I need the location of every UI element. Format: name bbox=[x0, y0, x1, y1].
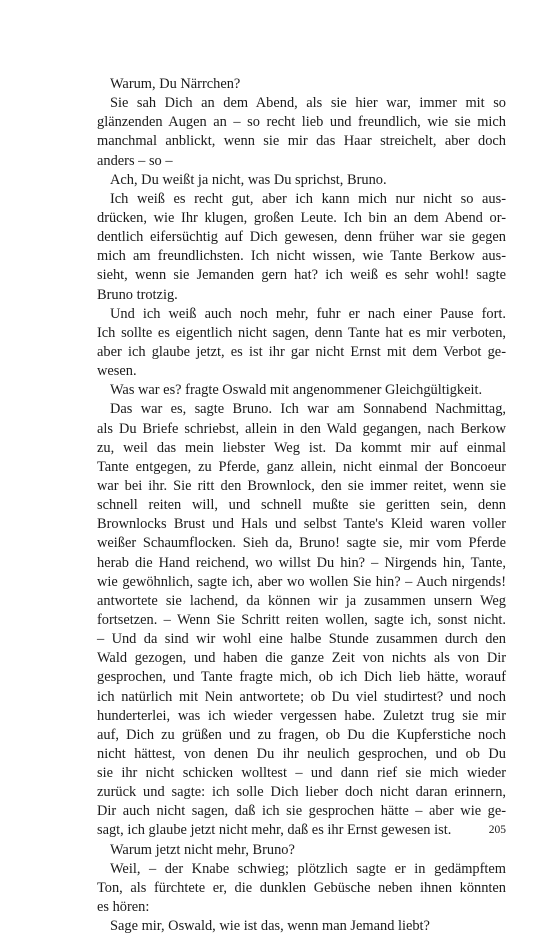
text-line: Ach, Du weißt ja nicht, was Du sprichst, Bruno. bbox=[110, 171, 387, 188]
text-line: Bruno trotzig. bbox=[97, 286, 178, 303]
text-line: dentlich eifersüchtig auf Dich gewesen, denn früher war sie gegen bbox=[97, 229, 506, 246]
text-line: schnell reiten will, und schnell mußte sie geritten sein, denn bbox=[97, 497, 506, 514]
text-line: sagt, ich glaube jetzt nicht mehr, daß es ihr Ernst gewesen ist. bbox=[97, 822, 452, 839]
text-line: aber ich glaube jetzt, es ist ihr gar nicht Ernst mit dem Verbot ge- bbox=[97, 343, 506, 360]
text-line: wie gewöhnlich, sagte ich, aber wo wollen Sie hin? – Auch nirgends! bbox=[97, 573, 506, 590]
text-line: drücken, wie Ihr klugen, großen Leute. Ich bin an dem Abend or- bbox=[97, 209, 506, 226]
text-line: hunderterlei, was ich wieder vergessen habe. Zuletzt trug sie mir bbox=[97, 707, 506, 724]
text-line: Ich weiß es recht gut, aber ich kann mich nur nicht so aus- bbox=[110, 190, 506, 207]
text-line: gesprochen, und Tante fragte mich, ob ich Dich lieb hätte, worauf bbox=[97, 669, 506, 686]
text-line: herab die Hand reichend, wo willst Du hin? – Nirgends hin, Tante, bbox=[97, 554, 506, 571]
text-line: manchmal anblickt, wenn sie mir das Haar streichelt, aber doch bbox=[97, 133, 506, 150]
text-line: Und ich weiß auch noch mehr, fuhr er nach einer Pause fort. bbox=[110, 305, 506, 322]
body-text bbox=[97, 75, 506, 936]
text-line: Wald gezogen, und haben die ganze Zeit von nichts als von Dir bbox=[97, 650, 506, 667]
text-line: Sage mir, Oswald, wie ist das, wenn man Jemand liebt? bbox=[110, 918, 430, 935]
text-line: – Und da sind wir wohl eine halbe Stunde zusammen durch den bbox=[97, 631, 506, 648]
text-line: auf, Dich zu grüßen und zu fragen, ob Du die Kupferstiche noch bbox=[97, 726, 506, 743]
text-line: sieht, wenn sie Jemanden gern hat? ich weiß es sehr wohl! sagte bbox=[97, 267, 506, 284]
text-line: Was war es? fragte Oswald mit angenommener Gleichgültigkeit. bbox=[110, 382, 483, 399]
text-line: ich natürlich mit Nein antwortete; ob Du viel studirtest? und noch bbox=[97, 688, 506, 705]
text-line: weißer Schaumflocken. Sieh da, Bruno! sagte sie, mir vom Pferde bbox=[97, 535, 506, 552]
text-line: zurück und sagte: ich solle Dich lieber doch nicht daran erinnern, bbox=[97, 784, 506, 801]
text-line: Ich sollte es eigentlich nicht sagen, denn Tante hat es mir verboten, bbox=[97, 324, 506, 341]
text-line: Weil, – der Knabe schwieg; plötzlich sagte er in gedämpftem bbox=[110, 860, 506, 877]
text-line: anders – so – bbox=[97, 152, 173, 169]
text-line: wesen. bbox=[97, 363, 137, 380]
text-line: war bei ihr. Sie ritt den Brownlock, den sie immer reitet, wenn sie bbox=[97, 477, 506, 494]
text-line: Tante entgegen, zu Pferde, ganz allein, nicht einmal der Boncoeur bbox=[97, 458, 506, 475]
text-line: fortsetzen. – Wenn Sie Schritt reiten wollen, sagte ich, sonst nicht. bbox=[97, 611, 506, 628]
text-line: antwortete sie lachend, da können wir ja zusammen unsern Weg bbox=[97, 592, 506, 609]
text-line: Ton, als fürchtete er, die dunklen Gebüsche neben ihnen könnten bbox=[97, 879, 506, 896]
text-line: zu, weil das mein liebster Weg ist. Da kommt mir auf einmal bbox=[97, 439, 506, 456]
text-line: sie ihr nicht schicken wolltest – und dann rief sie mich wieder bbox=[97, 765, 506, 782]
text-line: als Du Briefe schriebst, allein in den Wald gegangen, nach Berkow bbox=[97, 420, 506, 437]
text-line: glänzenden Augen an – so recht lieb und freundlich, wie sie mich bbox=[97, 114, 506, 131]
text-line: Warum, Du Närrchen? bbox=[110, 76, 241, 92]
text-line: nicht hättest, von denen Du ihr neulich gesprochen, und ob Du bbox=[97, 745, 506, 762]
text-line: Sie sah Dich an dem Abend, als sie hier war, immer mit so bbox=[110, 95, 506, 112]
text-line: mich am freundlichsten. Ich nicht wissen, wie Tante Berkow aus- bbox=[97, 248, 506, 265]
text-line: Das war es, sagte Bruno. Ich war am Sonnabend Nachmittag, bbox=[110, 401, 506, 418]
text-line: es hören: bbox=[97, 899, 150, 916]
text-line: Brownlocks Brust und Hals und selbst Tante's Kleid waren voller bbox=[97, 516, 506, 533]
text-line: Warum jetzt nicht mehr, Bruno? bbox=[110, 841, 295, 858]
page-number: 205 bbox=[488, 824, 506, 836]
text-line: Dir auch nicht sagen, daß ich sie gesprochen hätte – aber wie ge- bbox=[97, 803, 506, 820]
